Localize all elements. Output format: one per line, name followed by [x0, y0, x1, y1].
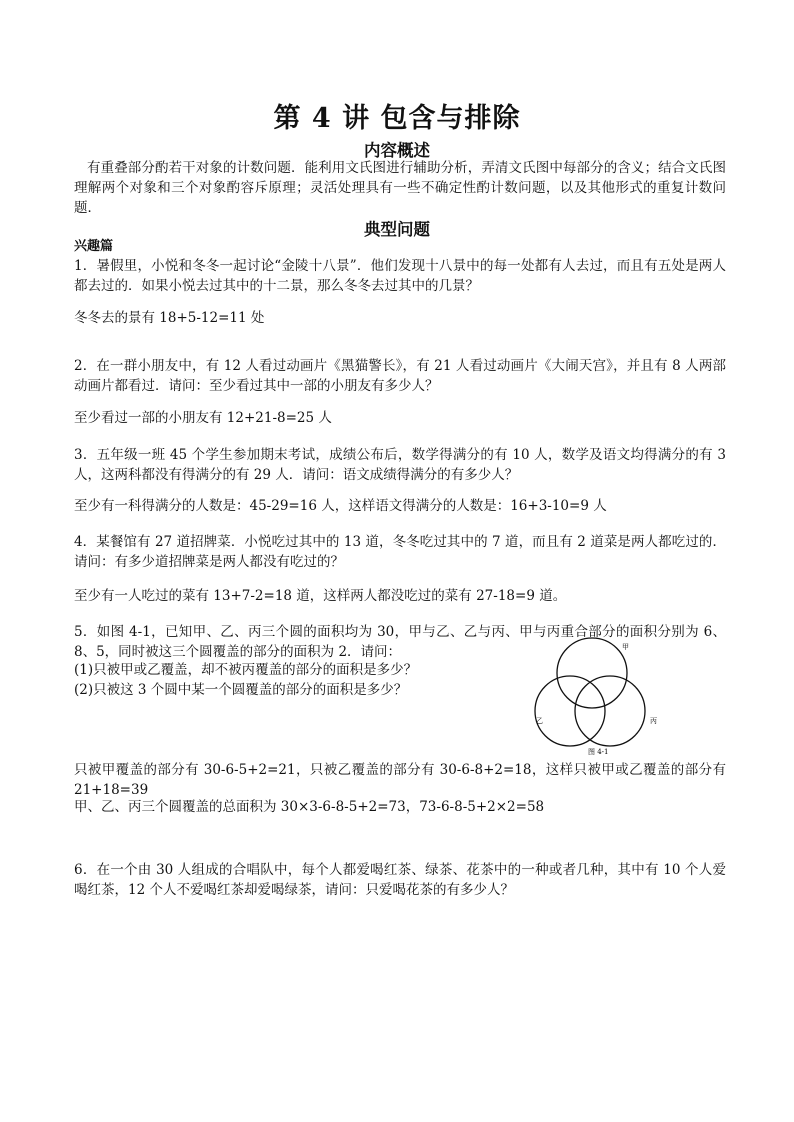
problem-1-question: 1．暑假里，小悦和冬冬一起讨论“金陵十八景”．他们发现十八景中的每一处都有人去过，而且有五处是两人都去过的．如果小悦去过其中的十二景，那么冬冬去过其中的几景？	[74, 258, 726, 294]
problem-5-question: 5．如图 4-1，已知甲、乙、丙三个圆的面积均为 30，甲与乙、乙与丙、甲与丙重合部分的面积分别为 6、8、5，同时被这三个圆覆盖的部分的面积为 2．请问：	[74, 624, 726, 660]
circle-jia	[557, 638, 627, 708]
problem-5-sub2: (2)只被这 3 个圆中某一个圆覆盖的部分的面积是多少？	[74, 682, 408, 698]
problem-4-answer: 至少有一人吃过的菜有 13+7-2=18 道，这样两人都没吃过的菜有 27-18=9 道。	[74, 588, 567, 604]
section-label: 兴趣篇	[74, 239, 114, 254]
problem-1-answer: 冬冬去的景有 18+5-12=11 处	[74, 310, 265, 326]
problem-4-question: 4．某餐馆有 27 道招牌菜．小悦吃过其中的 13 道，冬冬吃过其中的 7 道，而且有 2 道菜是两人都吃过的．请问：有多少道招牌菜是两人都没有吃过的？	[74, 534, 726, 570]
problem-2-answer: 至少看过一部的小朋友有 12+21-8=25 人	[74, 410, 332, 426]
label-yi: 乙	[536, 717, 543, 725]
problem-5-answer-2: 甲、乙、丙三个圆覆盖的总面积为 30×3-6-8-5+2=73，73-6-8-5+2×2=58	[74, 799, 545, 815]
circle-bing	[575, 676, 645, 746]
venn-diagram-figure	[530, 637, 670, 757]
problem-2-question: 2．在一群小朋友中，有 12 人看过动画片《黑猫警长》，有 21 人看过动画片《大闹天宫》，并且有 8 人两部动画片都看过．请问：至少看过其中一部的小朋友有多少人？	[74, 358, 726, 394]
problem-5-answer-1: 只被甲覆盖的部分有 30-6-5+2=21，只被乙覆盖的部分有 30-6-8+2=18，这样只被甲或乙覆盖的部分有 21+18=39	[74, 762, 726, 798]
lesson-title: 第 4 讲 包含与排除	[273, 103, 521, 134]
problem-5-sub1: (1)只被甲或乙覆盖，却不被丙覆盖的部分的面积是多少？	[74, 662, 418, 678]
problems-heading: 典型问题	[364, 220, 430, 239]
problem-6-question: 6．在一个由 30 人组成的合唱队中，每个人都爱喝红茶、绿茶、花茶中的一种或者几种，其中有 10 个人爱喝红茶，12 个人不爱喝红茶却爱喝绿茶，请问：只爱喝花茶的有多少人？	[74, 862, 726, 898]
overview-heading: 内容概述	[364, 141, 430, 160]
label-bing: 丙	[650, 717, 657, 725]
problem-3-answer: 至少有一科得满分的人数是：45-29=16 人，这样语文得满分的人数是：16+3-10=9 人	[74, 498, 607, 514]
figure-caption: 图 4-1	[588, 748, 609, 756]
label-jia: 甲	[622, 643, 629, 651]
overview-text: 有重叠部分酌若干对象的计数问题．能利用文氏图进行辅助分析，弄清文氏图中每部分的含义；结合文氏图理解两个对象和三个对象酌容斥原理；灵活处理具有一些不确定性酌计数问题，以及其他形式的重复计数问题．	[74, 160, 726, 216]
circle-yi	[535, 676, 605, 746]
problem-3-question: 3．五年级一班 45 个学生参加期末考试，成绩公布后，数学得满分的有 10 人，数学及语文均得满分的有 3 人，这两科都没有得满分的有 29 人．请问：语文成绩得满分的有多少人？	[74, 447, 726, 483]
